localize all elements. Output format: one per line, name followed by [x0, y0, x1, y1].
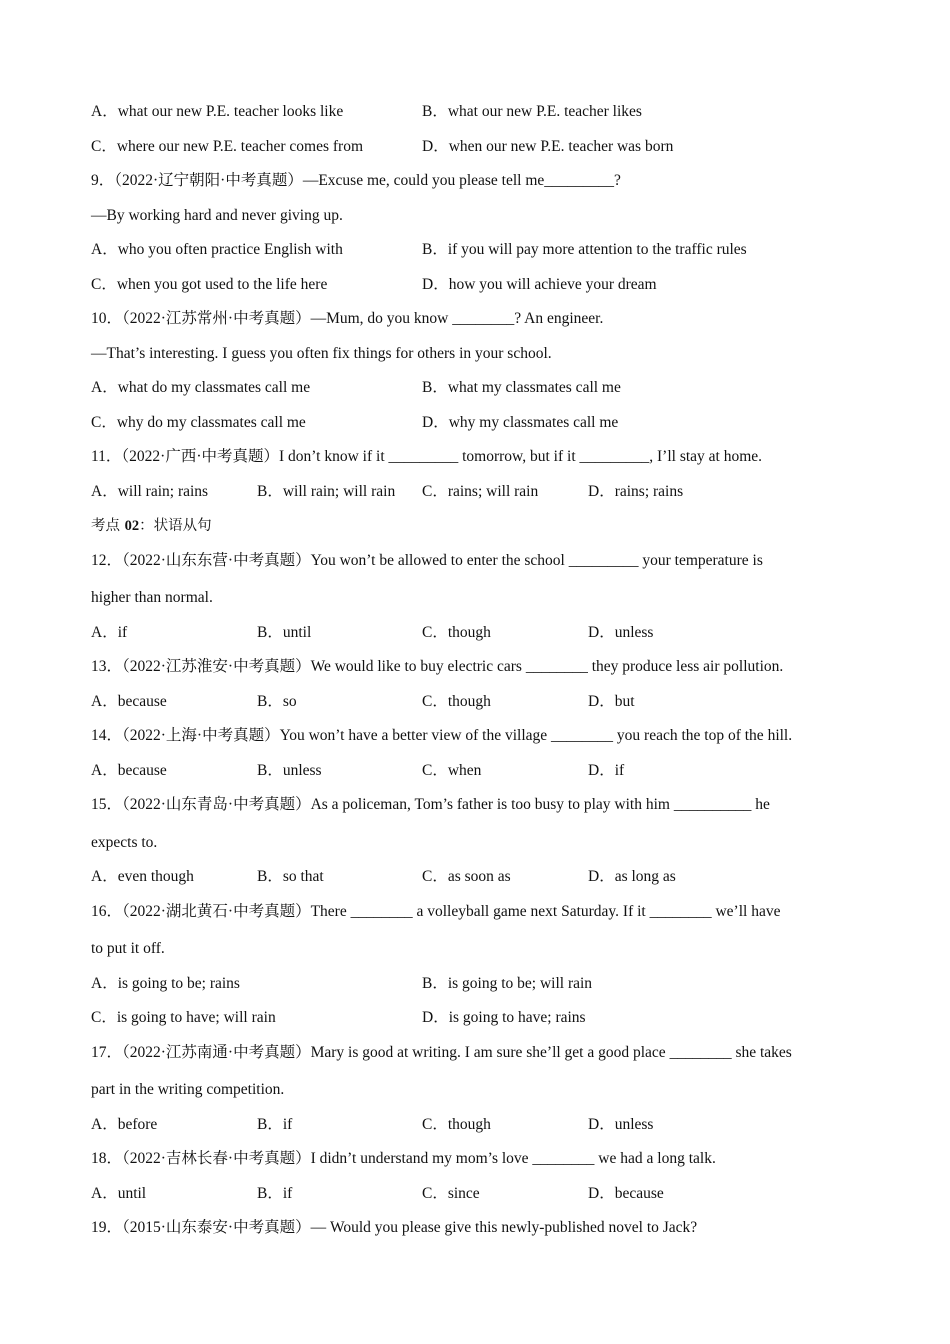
q16-stem-line2: to put it off.	[91, 940, 165, 957]
section-heading	[91, 516, 212, 536]
q11-option-b: B．will rain; will rain	[257, 483, 396, 500]
q11-stem: 11．（2022·广西·中考真题）I don’t know if it _________ tomorrow, but if it _________, I’ll stay at home.	[91, 448, 763, 465]
q15-stem-line1: 15．（2022·山东青岛·中考真题）As a policeman, Tom’s father is too busy to play with him __________ he	[91, 796, 770, 813]
q16-option-c: C．is going to have; will rain	[91, 1009, 276, 1026]
q14-option-a: A．because	[91, 762, 167, 779]
q17-option-a: A．before	[91, 1116, 158, 1133]
q8-option-a: A．what our new P.E. teacher looks like	[91, 103, 344, 120]
q9-stem: 9．（2022·辽宁朝阳·中考真题）—Excuse me, could you please tell me_________?	[91, 172, 621, 189]
q8-option-b: B．what our new P.E. teacher likes	[422, 103, 642, 120]
q18-stem: 18．（2022·吉林长春·中考真题）I didn’t understand my mom’s love ________ we had a long talk.	[91, 1150, 716, 1167]
q12-stem-line1: 12．（2022·山东东营·中考真题）You won’t be allowed to enter the school _________ your temperature is	[91, 552, 763, 569]
section-number: 02	[124, 518, 140, 534]
q12-option-d: D．unless	[588, 624, 654, 641]
q18-option-a: A．until	[91, 1185, 147, 1202]
q13-stem: 13．（2022·江苏淮安·中考真题）We would like to buy electric cars ________ they produce less air pollution.	[91, 658, 784, 675]
q17-stem-line1: 17．（2022·江苏南通·中考真题）Mary is good at writing. I am sure she’ll get a good place ________ she takes	[91, 1044, 792, 1061]
q12-option-b: B．until	[257, 624, 312, 641]
q18-option-d: D．because	[588, 1185, 664, 1202]
section-prefix: 考点	[91, 518, 120, 534]
q17-option-b: B．if	[257, 1116, 293, 1133]
q15-option-a: A．even though	[91, 868, 194, 885]
q16-option-d: D．is going to have; rains	[422, 1009, 586, 1026]
q13-option-d: D．but	[588, 693, 635, 710]
q11-option-d: D．rains; rains	[588, 483, 684, 500]
q9-option-c: C．when you got used to the life here	[91, 276, 328, 293]
q11-option-a: A．will rain; rains	[91, 483, 209, 500]
q9-reply: —By working hard and never giving up.	[91, 207, 343, 224]
q16-option-a: A．is going to be; rains	[91, 975, 240, 992]
q16-stem-line1: 16．（2022·湖北黄石·中考真题）There ________ a volleyball game next Saturday. If it ________ we’ll have	[91, 903, 781, 920]
q10-option-b: B．what my classmates call me	[422, 379, 621, 396]
q15-stem-line2: expects to.	[91, 834, 158, 851]
q15-option-d: D．as long as	[588, 868, 676, 885]
q17-stem-line2: part in the writing competition.	[91, 1081, 285, 1098]
q15-option-b: B．so that	[257, 868, 324, 885]
q9-option-b: B．if you will pay more attention to the traffic rules	[422, 241, 747, 258]
q9-option-a: A．who you often practice English with	[91, 241, 343, 258]
q13-option-b: B．so	[257, 693, 297, 710]
q18-option-b: B．if	[257, 1185, 293, 1202]
q12-stem-line2: higher than normal.	[91, 589, 213, 606]
q13-option-a: A．because	[91, 693, 167, 710]
q19-stem: 19．（2015·山东泰安·中考真题）— Would you please give this newly-published novel to Jack?	[91, 1219, 698, 1236]
q16-option-b: B．is going to be; will rain	[422, 975, 593, 992]
q14-option-d: D．if	[588, 762, 625, 779]
q11-option-c: C．rains; will rain	[422, 483, 539, 500]
q10-reply: —That’s interesting. I guess you often fix things for others in your school.	[91, 345, 552, 362]
q18-option-c: C．since	[422, 1185, 480, 1202]
q9-option-d: D．how you will achieve your dream	[422, 276, 657, 293]
q17-option-c: C．though	[422, 1116, 491, 1133]
q17-option-d: D．unless	[588, 1116, 654, 1133]
q13-option-c: C．though	[422, 693, 491, 710]
q14-option-b: B．unless	[257, 762, 322, 779]
q8-option-d: D．when our new P.E. teacher was born	[422, 138, 674, 155]
q15-option-c: C．as soon as	[422, 868, 511, 885]
q14-option-c: C．when	[422, 762, 482, 779]
q10-option-a: A．what do my classmates call me	[91, 379, 311, 396]
section-title: ：状语从句	[139, 518, 212, 534]
q12-option-a: A．if	[91, 624, 128, 641]
q12-option-c: C．though	[422, 624, 491, 641]
q8-option-c: C．where our new P.E. teacher comes from	[91, 138, 364, 155]
q10-option-c: C．why do my classmates call me	[91, 414, 306, 431]
q10-option-d: D．why my classmates call me	[422, 414, 619, 431]
q10-stem: 10．（2022·江苏常州·中考真题）—Mum, do you know ________? An engineer.	[91, 310, 604, 327]
q14-stem: 14．（2022·上海·中考真题）You won’t have a better view of the village ________ you reach the top of the hill.	[91, 727, 793, 744]
